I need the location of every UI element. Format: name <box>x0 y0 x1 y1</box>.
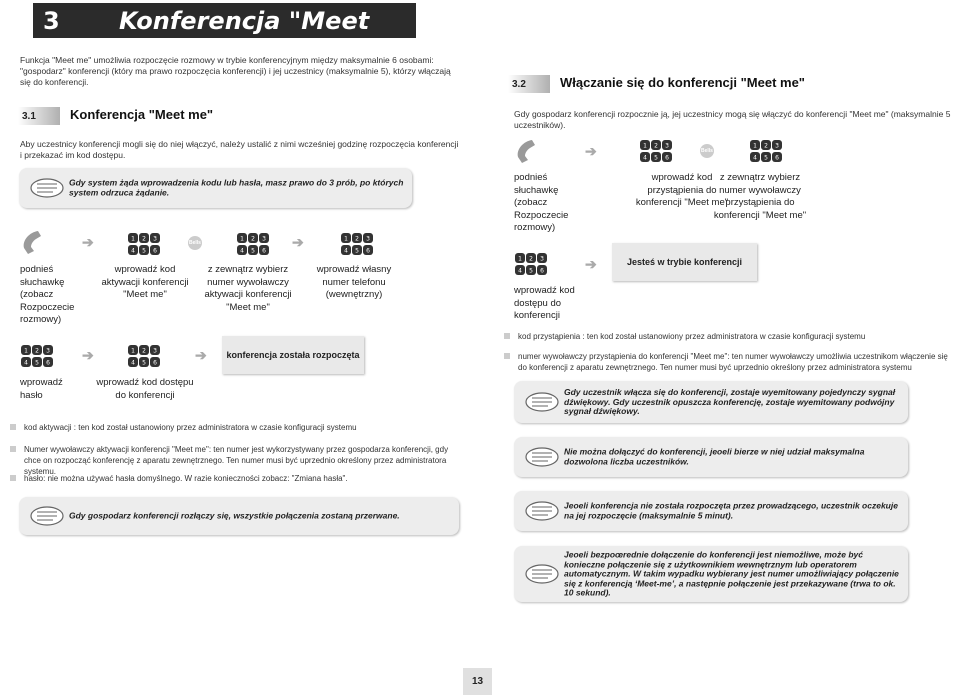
keypad-digit: 6 <box>775 154 779 162</box>
keypad-icon <box>127 232 161 256</box>
keypad-digit: 4 <box>344 247 348 255</box>
section-number: 3.2 <box>512 79 526 90</box>
keypad-digit: 6 <box>665 154 669 162</box>
page-number: 13 <box>471 676 484 687</box>
keypad-digit: 3 <box>153 347 157 355</box>
keypad-digit: 4 <box>24 359 28 367</box>
section-title: Włączanie się do konferencji "Meet me" <box>560 75 805 90</box>
arrow-icon: ➔ <box>292 234 304 250</box>
keypad-digit: 2 <box>142 347 146 355</box>
keypad-icon <box>236 232 270 256</box>
keypad-digit: 3 <box>153 235 157 243</box>
bullet-item: hasło: nie można używać hasła domyślnego. W razie konieczności zobacz: "Zmiana hasła". <box>10 473 465 485</box>
section-3-1-intro: Aby uczestnicy konferencji mogli się do niej włączyć, należy ustalić z nimi wcześniej godzinę rozpoczęcia konferencji i przekazać im kod dostępu. <box>20 139 459 160</box>
chapter-header <box>33 3 416 63</box>
result-text: konferencja została rozpoczęta <box>226 350 360 360</box>
keypad-digit: 6 <box>366 247 370 255</box>
keypad-digit: 5 <box>142 247 146 255</box>
keypad-digit: 1 <box>24 347 28 355</box>
bullet-item: kod aktywacji : ten kod został ustanowiony przez administratora w czasie konfiguracji systemu <box>10 422 465 434</box>
step-label: wprowadź kod dostępu do konferencji <box>514 285 575 321</box>
section-title: Konferencja "Meet me" <box>70 107 214 122</box>
keypad-digit: 6 <box>46 359 50 367</box>
note-text: Gdy system żąda wprowadzenia kodu lub hasła, masz prawo do 3 prób, po których system odrzuca żądanie. <box>69 177 404 197</box>
chapter-title: Konferencja "Meet me" <box>119 7 370 63</box>
keypad-digit: 2 <box>142 235 146 243</box>
note-box <box>514 381 908 423</box>
bullet-item: numer wywoławczy przystąpienia do konferencji "Meet me": ten numer wywoławczy umożliwia uczestnikom włączenie się do konferencji z aparatu zewnętrznego. Ten numer musi być uprzednio określony przez administratora systemu <box>504 351 956 375</box>
note-box <box>514 437 908 477</box>
step-label: z zewnątrz wybierz numer wywoławczy aktywacji konferencji "Meet me" <box>204 264 292 313</box>
keypad-digit: 3 <box>775 142 779 150</box>
bullet-item: Numer wywoławczy aktywacji konferencji "Meet me": ten numer jest wykorzystywany przez gospodarza konferencji, gdy chce on rozpocząć konferencję z aparatu zewnętrznego. Ten numer musi być uprzednio określony przez administratora systemu. <box>10 444 465 468</box>
keypad-digit: 3 <box>46 347 50 355</box>
keypad-digit: 1 <box>131 347 135 355</box>
keypad-digit: 6 <box>153 359 157 367</box>
arrow-icon: ➔ <box>585 256 597 272</box>
keypad-digit: 2 <box>764 142 768 150</box>
step-label: wprowadź własny numer telefonu (wewnętrzny) <box>316 264 392 300</box>
keypad-digit: 1 <box>131 235 135 243</box>
result-box <box>222 336 364 374</box>
offhook-icon: Bells <box>700 144 714 158</box>
handset-icon <box>20 228 48 256</box>
keypad-digit: 4 <box>643 154 647 162</box>
keypad-digit: 2 <box>35 347 39 355</box>
note-icon <box>524 446 560 468</box>
step-label: wprowadź kod dostępu do konferencji <box>96 377 194 401</box>
keypad-digit: 6 <box>153 247 157 255</box>
section-3-2-header <box>508 75 948 93</box>
keypad-digit: 3 <box>540 255 544 263</box>
keypad-digit: 1 <box>753 142 757 150</box>
offhook-icon: Bells <box>188 236 202 250</box>
keypad-icon <box>639 139 673 163</box>
keypad-digit: 5 <box>142 359 146 367</box>
keypad-icon <box>749 139 783 163</box>
keypad-digit: 4 <box>518 267 522 275</box>
arrow-icon: ➔ <box>82 234 94 250</box>
keypad-digit: 5 <box>764 154 768 162</box>
keypad-digit: 6 <box>262 247 266 255</box>
step-label: z zewnątrz wybierz numer wywoławczy przystąpienia do konferencji "Meet me" <box>713 172 807 221</box>
chapter-number: 3 <box>43 7 60 35</box>
keypad-digit: 5 <box>355 247 359 255</box>
step-label: podnieś słuchawkę (zobacz Rozpoczecie rozmowy) <box>514 172 569 233</box>
step-label: wprowadź hasło <box>20 377 63 401</box>
keypad-digit: 1 <box>518 255 522 263</box>
keypad-digit: 5 <box>529 267 533 275</box>
result-text: Jesteś w trybie konferencji <box>626 257 743 267</box>
note-text: Jeoeli bezpoœrednie dołączenie do konferencji jest niemożliwe, może być konieczne połączenie się z użytkownikiem wewnętrznym lub operatorem automatycznym. W takim wypadku wybierany jest numer umożliwiający połączenie się z konferencją ‘Meet-me’, a następnie połączenie jest przekazywane (trwa to ok. 10 sekund). <box>564 549 899 598</box>
keypad-digit: 3 <box>366 235 370 243</box>
note-box <box>19 497 459 535</box>
keypad-digit: 3 <box>262 235 266 243</box>
note-text: Gdy gospodarz konferencji rozłączy się, wszystkie połączenia zostaną przerwane. <box>69 510 400 521</box>
intro-text: Funkcja "Meet me" umożliwia rozpoczęcie rozmowy w trybie konferencyjnym między maksymalnie 6 osobami: "gospodarz" konferencji (który ma prawo rozpoczęcia konferencji) i jej uczestnicy (maksymalnie 5), którzy włączają się do konferencji. <box>20 55 451 87</box>
keypad-digit: 2 <box>654 142 658 150</box>
keypad-digit: 1 <box>344 235 348 243</box>
keypad-digit: 2 <box>251 235 255 243</box>
note-icon <box>29 177 65 199</box>
note-box <box>19 168 412 208</box>
step-label: podnieś słuchawkę (zobacz Rozpoczecie rozmowy) <box>20 264 75 325</box>
keypad-icon <box>127 344 161 368</box>
note-box <box>514 546 908 602</box>
step-label: wprowadź kod przystąpienia do konferencji "Meet me" <box>635 172 729 208</box>
section-number: 3.1 <box>22 111 36 122</box>
keypad-digit: 3 <box>665 142 669 150</box>
note-text: Gdy uczestnik włącza się do konferencji, zostaje wyemitowany pojedynczy sygnał dźwiękowy. Gdy uczestnik opuszcza konferencję, zostaje wyemitowany podwójny sygnał dźwiękowy. <box>564 386 896 416</box>
arrow-icon: ➔ <box>195 347 207 363</box>
keypad-digit: 2 <box>355 235 359 243</box>
keypad-digit: 4 <box>753 154 757 162</box>
result-box <box>612 243 757 281</box>
note-icon <box>524 563 560 585</box>
keypad-digit: 4 <box>240 247 244 255</box>
note-icon <box>29 505 65 527</box>
arrow-icon: ➔ <box>585 143 597 159</box>
note-box <box>514 491 908 531</box>
keypad-digit: 5 <box>251 247 255 255</box>
note-text: Nie można dołączyć do konferencji, jeoeli bierze w niej udział maksymalna dozwolona liczba uczestników. <box>564 446 865 466</box>
keypad-digit: 6 <box>540 267 544 275</box>
keypad-icon <box>514 252 548 276</box>
keypad-digit: 1 <box>643 142 647 150</box>
handset-icon <box>514 137 542 165</box>
keypad-digit: 2 <box>529 255 533 263</box>
note-text: Jeoeli konferencja nie została rozpoczęta przez prowadzącego, uczestnik oczekuje na jej rozpoczęcie (maksymalnie 5 minut). <box>564 500 898 520</box>
keypad-icon <box>340 232 374 256</box>
keypad-digit: 4 <box>131 247 135 255</box>
keypad-digit: 4 <box>131 359 135 367</box>
section-3-2-intro: Gdy gospodarz konferencji rozpocznie ją, jej uczestnicy mogą się włączyć do konferencji "Meet me" (maksymalnie 5 uczestników). <box>514 109 951 130</box>
section-3-1-header <box>18 107 458 125</box>
arrow-icon: ➔ <box>82 347 94 363</box>
keypad-digit: 5 <box>654 154 658 162</box>
keypad-digit: 1 <box>240 235 244 243</box>
bullet-item: kod przystąpienia : ten kod został ustanowiony przez administratora w czasie konfiguracji systemu <box>504 331 954 343</box>
note-icon <box>524 500 560 522</box>
keypad-icon <box>20 344 54 368</box>
page-number-box <box>463 668 492 695</box>
note-icon <box>524 391 560 413</box>
step-label: wprowadź kod aktywacji konferencji "Meet me" <box>101 264 189 300</box>
keypad-digit: 5 <box>35 359 39 367</box>
